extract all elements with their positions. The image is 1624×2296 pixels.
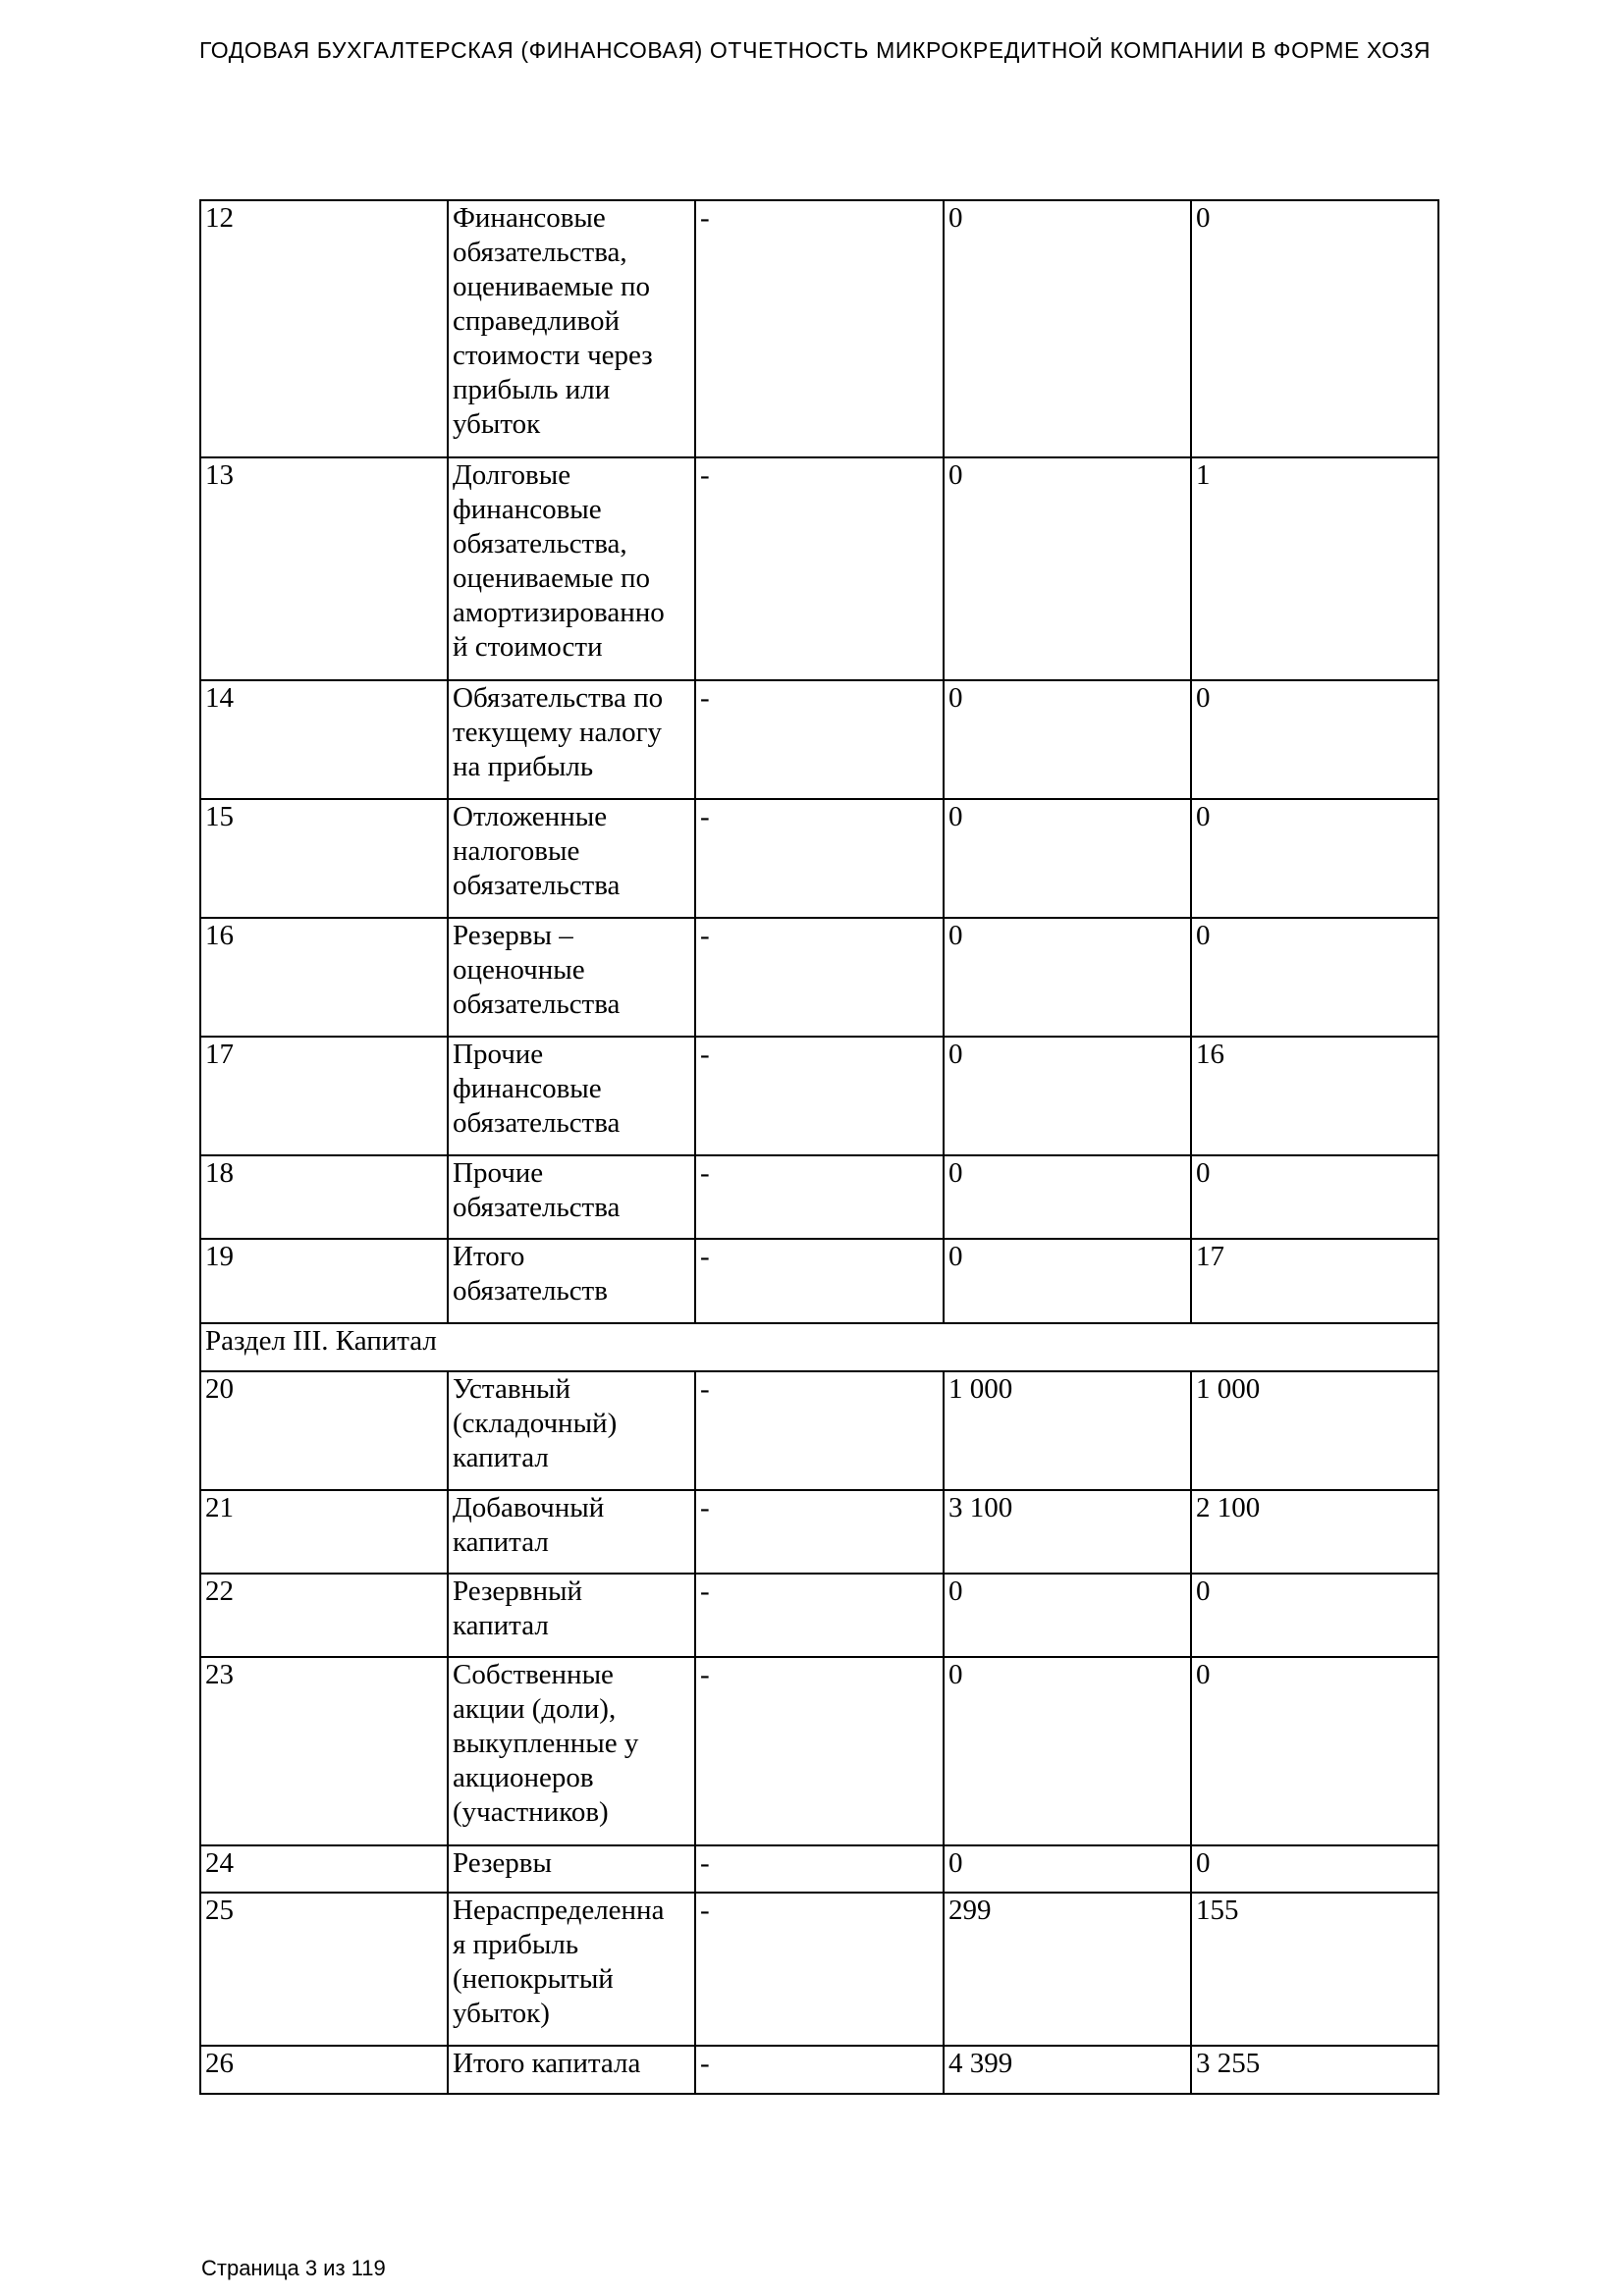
row-description: Отложенные налоговые обязательства [448,799,695,918]
current-period-value: 0 [944,918,1191,1037]
current-period-value: 0 [944,1037,1191,1155]
row-note: - [695,1893,944,2046]
row-number: 23 [200,1657,448,1845]
current-period-value: 0 [944,1845,1191,1893]
row-number: 22 [200,1574,448,1657]
table-row [200,1893,1438,2046]
row-number: 24 [200,1845,448,1893]
current-period-value: 0 [944,1239,1191,1323]
previous-period-value: 0 [1191,799,1438,918]
table-row [200,1239,1438,1323]
row-number: 20 [200,1371,448,1490]
row-number: 26 [200,2046,448,2094]
row-description: Итого капитала [448,2046,695,2094]
row-number: 12 [200,200,448,457]
balance-sheet-table [199,199,1439,2095]
previous-period-value: 0 [1191,918,1438,1037]
previous-period-value: 0 [1191,1155,1438,1239]
previous-period-value: 0 [1191,1657,1438,1845]
previous-period-value: 0 [1191,200,1438,457]
section-title: Раздел III. Капитал [200,1323,1438,1371]
section-header-row [200,1323,1438,1371]
table-row [200,680,1438,799]
row-note: - [695,1574,944,1657]
row-number: 16 [200,918,448,1037]
table-row [200,1490,1438,1574]
previous-period-value: 17 [1191,1239,1438,1323]
table-row [200,918,1438,1037]
row-note: - [695,918,944,1037]
row-note: - [695,799,944,918]
row-number: 13 [200,457,448,680]
row-note: - [695,457,944,680]
table-row [200,1037,1438,1155]
previous-period-value: 155 [1191,1893,1438,2046]
row-note: - [695,680,944,799]
current-period-value: 0 [944,1155,1191,1239]
row-note: - [695,1490,944,1574]
row-description: Резервный капитал [448,1574,695,1657]
page-number: Страница 3 из 119 [201,2256,386,2280]
row-number: 18 [200,1155,448,1239]
table-row [200,200,1438,457]
row-note: - [695,2046,944,2094]
row-description: Итого обязательств [448,1239,695,1323]
row-description: Добавочный капитал [448,1490,695,1574]
row-description: Уставный (складочный) капитал [448,1371,695,1490]
row-description: Резервы – оценочные обязательства [448,918,695,1037]
row-description: Прочие финансовые обязательства [448,1037,695,1155]
row-number: 17 [200,1037,448,1155]
current-period-value: 4 399 [944,2046,1191,2094]
current-period-value: 0 [944,1574,1191,1657]
table-row [200,457,1438,680]
previous-period-value: 16 [1191,1037,1438,1155]
table-row [200,1657,1438,1845]
previous-period-value: 1 000 [1191,1371,1438,1490]
row-note: - [695,1239,944,1323]
previous-period-value: 0 [1191,1845,1438,1893]
row-note: - [695,200,944,457]
current-period-value: 0 [944,680,1191,799]
row-description: Резервы [448,1845,695,1893]
previous-period-value: 3 255 [1191,2046,1438,2094]
table-row [200,799,1438,918]
running-header: ГОДОВАЯ БУХГАЛТЕРСКАЯ (ФИНАНСОВАЯ) ОТЧЕТНОСТЬ МИКРОКРЕДИТНОЙ КОМПАНИИ В ФОРМЕ ХОЗЯ [199,37,1432,63]
current-period-value: 3 100 [944,1490,1191,1574]
row-number: 21 [200,1490,448,1574]
row-description: Долговые финансовые обязательства, оцениваемые по амортизированно й стоимости [448,457,695,680]
current-period-value: 299 [944,1893,1191,2046]
row-note: - [695,1657,944,1845]
row-number: 25 [200,1893,448,2046]
table-row [200,1845,1438,1893]
table-row [200,1371,1438,1490]
previous-period-value: 0 [1191,680,1438,799]
row-note: - [695,1845,944,1893]
row-note: - [695,1037,944,1155]
row-number: 14 [200,680,448,799]
row-description: Финансовые обязательства, оцениваемые по справедливой стоимости через прибыль или убыток [448,200,695,457]
row-note: - [695,1371,944,1490]
table-row [200,1155,1438,1239]
row-note: - [695,1155,944,1239]
current-period-value: 0 [944,200,1191,457]
table-row [200,2046,1438,2094]
current-period-value: 0 [944,1657,1191,1845]
previous-period-value: 1 [1191,457,1438,680]
current-period-value: 0 [944,457,1191,680]
current-period-value: 1 000 [944,1371,1191,1490]
previous-period-value: 2 100 [1191,1490,1438,1574]
row-description: Нераспределенна я прибыль (непокрытый убыток) [448,1893,695,2046]
row-description: Собственные акции (доли), выкупленные у акционеров (участников) [448,1657,695,1845]
row-description: Прочие обязательства [448,1155,695,1239]
previous-period-value: 0 [1191,1574,1438,1657]
row-number: 19 [200,1239,448,1323]
current-period-value: 0 [944,799,1191,918]
row-description: Обязательства по текущему налогу на прибыль [448,680,695,799]
row-number: 15 [200,799,448,918]
table-row [200,1574,1438,1657]
